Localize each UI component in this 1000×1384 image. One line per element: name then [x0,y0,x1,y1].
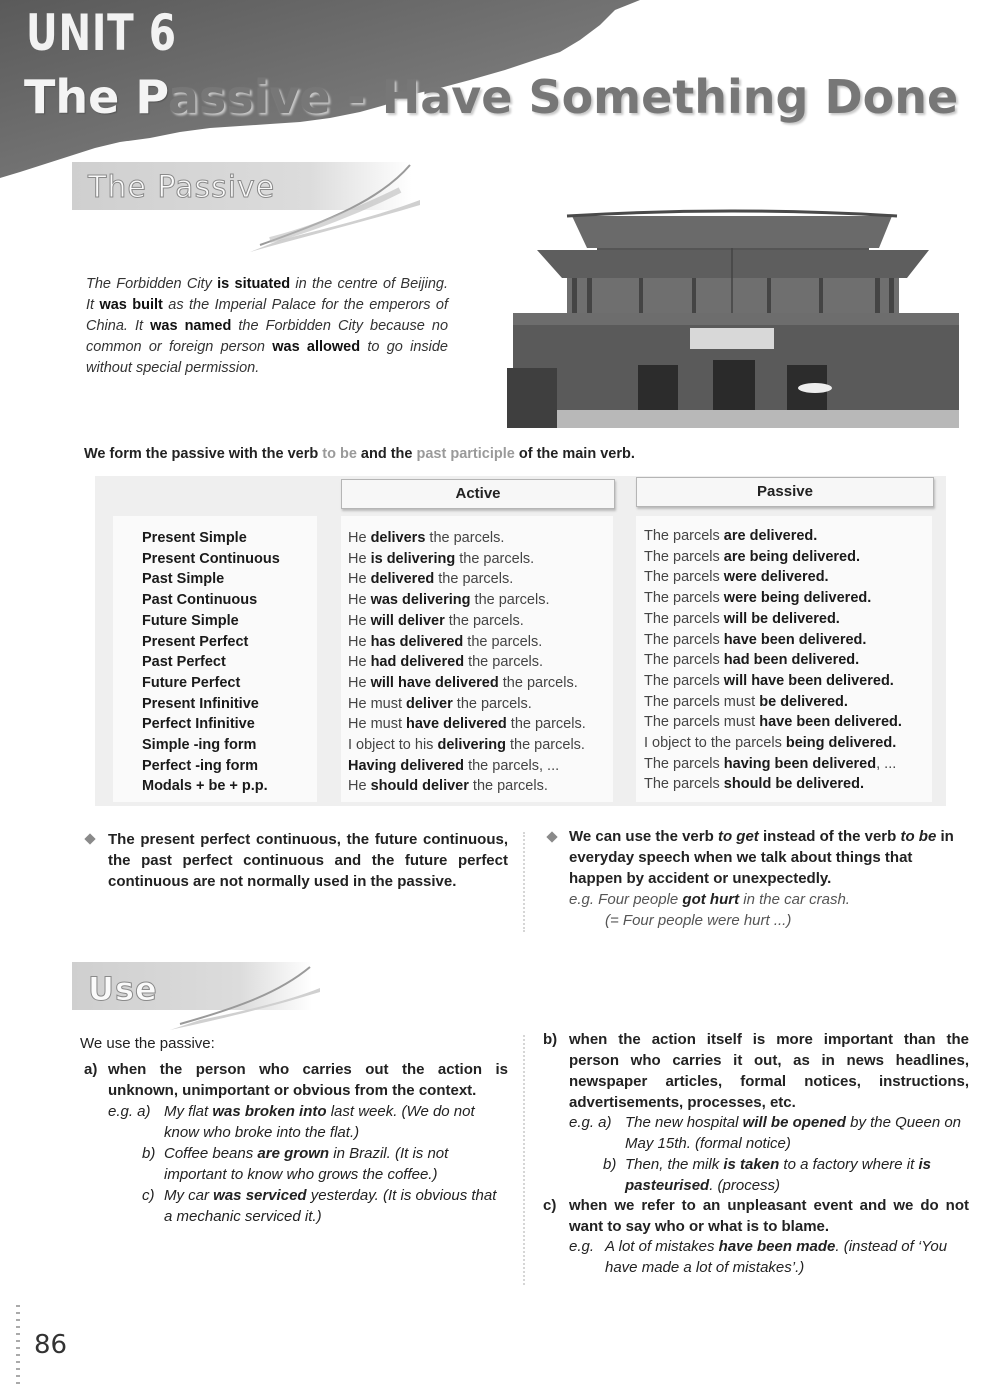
note-text: instead of the verb [758,828,901,845]
note-continuous-tenses: The present perfect continuous, the future continuous, the past perfect continuous and the future perfect continuous are not normally used in the passive. [108,831,508,890]
passive-verb: have been delivered. [759,714,902,731]
plain-text: He [348,571,371,588]
example-item [108,1143,508,1185]
plain-text: the parcels. [468,778,548,795]
example-sentence [164,1187,496,1225]
plain-text: The parcels must [644,714,760,731]
plain-text: He [348,612,371,629]
note-to-get [569,826,969,931]
page-edge-dots [16,1305,20,1384]
intro-text: in the centre of Beijing. It [86,276,448,313]
example-text: in the car crash. [739,891,850,908]
active-column-header: Active [341,479,615,509]
passive-example [644,754,902,775]
passive-column-header: Passive [636,477,934,507]
use-c-examples [569,1236,969,1278]
plain-text: the parcels. [506,716,586,733]
use-b-text: when the action itself is more important than the person who carries it out, as in news headlines, newspaper articles, formal notices, instructions, advertisements, processes, etc. [569,1031,969,1111]
active-verb: has delivered [370,633,464,650]
plain-text: the parcels. [455,550,535,567]
passive-verb-highlight: was allowed [272,339,361,355]
active-verb: Having delivered [348,757,465,774]
section-banner-use-title: Use [88,970,158,1008]
passive-verb-highlight: is situated [217,276,291,292]
example-sentence [605,1238,947,1276]
passive-example [644,547,902,568]
active-verb: had delivered [370,654,465,671]
passive-example [644,650,902,671]
active-example [348,611,586,632]
use-b-examples [569,1112,969,1196]
plain-text: . (process) [709,1177,781,1194]
example-passive-verb: are grown [257,1145,330,1162]
passive-verb-highlight: was named [150,318,232,334]
active-verb: have delivered [406,716,507,733]
tense-name: Present Perfect [142,633,249,650]
tense-name: Future Perfect [142,674,241,691]
plain-text: He [348,654,371,671]
active-example [348,549,586,570]
passive-form-rule [84,446,635,462]
passive-examples-list [644,526,902,795]
plain-text: He [348,778,371,795]
passive-verb: were delivered. [723,569,829,586]
plain-text: the parcels. [470,592,550,609]
use-c-label: c) [543,1197,557,1214]
plain-text: the parcels. [444,612,524,629]
passive-verb: be delivered. [759,693,848,710]
brush-stroke-icon [220,160,420,255]
example-item [569,1112,969,1154]
passive-verb: will be delivered. [723,610,840,627]
example-passive-verb: was broken into [212,1103,327,1120]
plain-text: The parcels [644,590,724,607]
example-label: c) [142,1187,155,1204]
active-example [348,590,586,611]
use-c-text: when we refer to an unpleasant event and we do not want to say who or what is to blame. [569,1197,969,1235]
use-a-text: when the person who carries out the action is unknown, unimportant or obvious from the context. [108,1061,508,1099]
intro-text: the Forbidden City because no common or foreign person [86,318,449,355]
rule-text: and the [356,446,417,462]
plain-text: I object to the parcels [644,735,786,752]
tense-name: Past Simple [142,571,225,588]
plain-text: The parcels [644,631,724,648]
tense-name: Past Continuous [142,592,258,609]
passive-verb: are delivered. [723,528,818,544]
passive-verb: being delivered. [785,735,897,752]
plain-text: in Brazil. (It is not important to know who grows the coffee.) [164,1145,449,1183]
intro-text: The Forbidden City [86,276,218,292]
passive-verb: will have been delivered. [723,672,894,689]
tense-name: Present Infinitive [142,695,259,712]
plain-text: The new hospital [625,1114,743,1131]
forbidden-city-photo [507,188,959,428]
example-passive-verb: have been made [718,1238,836,1255]
example-item [108,1101,508,1143]
passive-example [644,712,902,733]
plain-text: A lot of mistakes [605,1238,719,1255]
brush-stroke-icon [150,962,320,1032]
passive-verb-highlight: was built [99,297,163,313]
page-title [24,70,959,124]
plain-text: the parcels. [498,674,578,691]
tense-name: Perfect -ing form [142,757,259,774]
intro-paragraph [86,274,448,379]
plain-text: Coffee beans [164,1145,258,1162]
passive-verb: were being delivered. [723,590,872,607]
page-title-part2: assive - Have Something Done [167,70,959,124]
passive-example [644,692,902,713]
example-passive-verb: will be opened [742,1114,846,1131]
passive-example [644,588,902,609]
note-italic-to-get: to get [717,828,759,845]
active-example [348,776,586,797]
plain-text: the parcels, ... [464,757,560,774]
passive-example [644,567,902,588]
passive-verb: are being delivered. [723,548,860,565]
note-example-paraphrase: (= Four people were hurt ...) [605,912,792,929]
use-b-label: b) [543,1031,558,1048]
passive-verb: had been delivered. [723,652,860,669]
example-sentence [164,1103,475,1141]
bullet-diamond-icon [546,831,557,842]
section-banner-passive-title: The Passive [88,170,276,205]
plain-text: He [348,674,371,691]
active-verb: delivered [370,571,435,588]
example-label: b) [603,1156,617,1173]
example-item [569,1154,969,1196]
example-label: e.g. a) [569,1114,612,1131]
passive-example [644,526,902,547]
active-example [348,652,586,673]
passive-example [644,609,902,630]
example-label: e.g. a) [108,1103,151,1120]
active-verb: should deliver [370,778,469,795]
example-sentence [164,1145,448,1183]
plain-text: I object to his [348,737,438,754]
example-label: e.g. [569,1238,595,1255]
passive-verb: having been delivered [723,755,877,772]
note-example [569,889,969,910]
tense-name: Simple -ing form [142,737,257,754]
example-passive-verb: is taken [723,1156,780,1173]
tense-names-list [142,528,280,797]
passive-example [644,671,902,692]
rule-text: We form the passive with the verb [84,446,323,462]
plain-text: He [348,530,371,546]
passive-example [644,630,902,651]
example-label: b) [142,1145,156,1162]
page-number: 86 [34,1330,68,1360]
plain-text: My flat [164,1103,213,1120]
plain-text: . (instead of ‘You have made a lot of mistakes’.) [605,1238,948,1276]
tense-name: Present Simple [142,530,247,546]
rule-highlight-past-participle: past participle [416,446,515,462]
active-verb: deliver [406,695,453,712]
plain-text: He [348,592,371,609]
active-verb: delivers [370,530,426,546]
example-sentence [625,1156,931,1194]
example-passive-verb: is pasteurised [625,1156,931,1194]
tense-table [95,476,946,806]
tense-name: Past Perfect [142,654,226,671]
tense-name: Future Simple [142,612,239,629]
page-title-part1: The P [24,70,168,124]
plain-text: last week. (We do not know who broke into the flat.) [164,1103,475,1141]
active-example [348,756,586,777]
plain-text: The parcels [644,528,724,544]
plain-text: He must [348,716,407,733]
passive-verb: should be delivered. [723,776,864,793]
active-verb: will deliver [370,612,445,629]
plain-text: Then, the milk [625,1156,724,1173]
tense-name: Modals + be + p.p. [142,778,268,795]
plain-text: The parcels [644,672,724,689]
active-example [348,569,586,590]
example-item [108,1185,508,1227]
plain-text: My car [164,1187,214,1204]
passive-verb: have been delivered. [723,631,867,648]
active-verb: delivering [437,737,506,754]
passive-example [644,733,902,754]
bullet-diamond-icon [84,833,95,844]
plain-text: the parcels. [434,571,514,588]
plain-text: yesterday. (It is obvious that a mechanic serviced it.) [164,1187,497,1225]
active-examples-list [348,528,586,797]
plain-text: He [348,633,371,650]
plain-text: the parcels. [505,737,585,754]
column-divider [523,1035,527,1285]
active-verb: will have delivered [370,674,499,691]
plain-text: The parcels must [644,693,760,710]
plain-text: He must [348,695,407,712]
active-verb: was delivering [370,592,471,609]
active-example [348,528,586,549]
active-verb: is delivering [370,550,456,567]
passive-example [644,774,902,795]
plain-text: He [348,550,371,567]
unit-label: UNIT 6 [26,4,177,62]
plain-text: The parcels [644,652,724,669]
use-lead: We use the passive: [80,1035,215,1052]
plain-text: The parcels [644,755,724,772]
example-item [569,1236,969,1278]
rule-highlight-to-be: to be [322,446,357,462]
tense-name: Perfect Infinitive [142,716,255,733]
intro-text: as the Imperial Palace for the emperors of China. It [86,297,448,334]
active-example [348,714,586,735]
rule-text: of the main verb. [514,446,635,462]
active-example [348,632,586,653]
note-text: We can use the verb [569,828,718,845]
note-italic-to-be: to be [900,828,937,845]
plain-text: The parcels [644,776,724,793]
plain-text: by the Queen on May 15th. (formal notice) [625,1114,962,1152]
active-example [348,735,586,756]
plain-text: The parcels [644,610,724,627]
use-a-examples [108,1101,508,1227]
plain-text: the parcels. [425,530,505,546]
plain-text: The parcels [644,569,724,586]
intro-text: to go inside without special permission. [86,339,448,376]
note-text: in everyday speech when we talk about things that happen by accident or unexpectedly. [569,828,954,887]
example-passive-verb: was serviced [213,1187,307,1204]
plain-text: the parcels. [464,654,544,671]
active-example [348,694,586,715]
plain-text: the parcels. [452,695,532,712]
example-sentence [625,1114,961,1152]
plain-text: the parcels. [463,633,543,650]
tense-name: Present Continuous [142,550,280,567]
plain-text: The parcels [644,548,724,565]
plain-text: , ... [876,755,897,772]
column-divider [523,832,527,932]
use-a-label: a) [84,1061,98,1078]
plain-text: to a factory where it [779,1156,919,1173]
active-example [348,673,586,694]
example-bold: got hurt [682,891,740,908]
example-text: e.g. Four people [569,891,683,908]
